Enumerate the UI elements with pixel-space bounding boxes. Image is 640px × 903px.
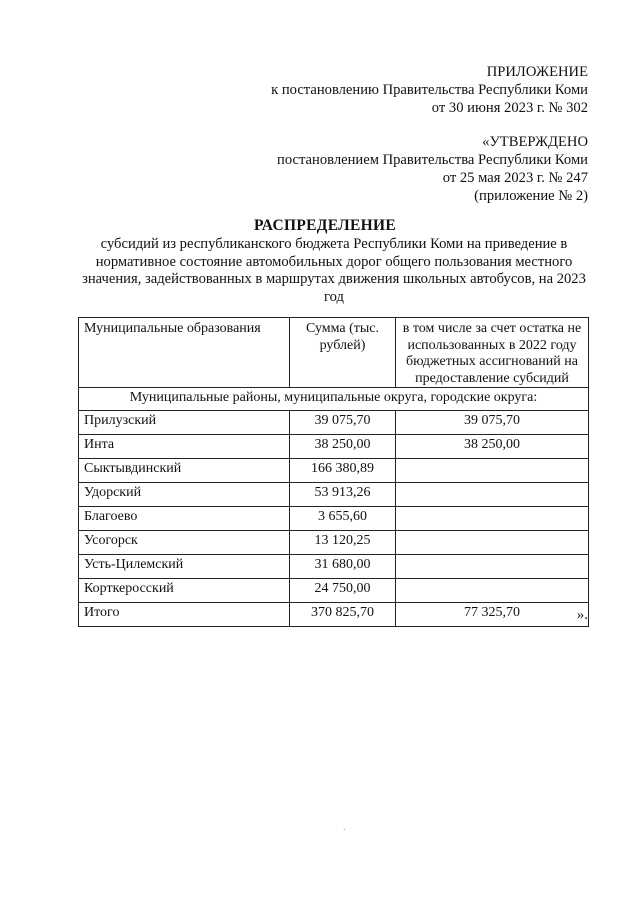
appendix-heading: ПРИЛОЖЕНИЕ — [486, 64, 588, 80]
document-title: РАСПРЕДЕЛЕНИЕ — [254, 217, 396, 234]
remainder-cell — [396, 483, 589, 507]
remainder-cell — [396, 555, 589, 579]
column-header-sum: Сумма (тыс. рублей) — [290, 318, 396, 388]
table-row — [79, 507, 589, 531]
remainder-cell: 39 075,70 — [396, 411, 589, 435]
section-label: Муниципальные районы, муниципальные округа, городские округа: — [79, 388, 589, 411]
table-row — [79, 411, 589, 435]
remainder-cell — [396, 459, 589, 483]
document-subtitle: субсидий из республиканского бюджета Республики Коми на приведение в нормативное состояние автомобильных дорог общего пользования местного значения, задействованных в маршрутах движения школьных автобусов, на 2023 год — [82, 236, 586, 305]
approved-line-2: от 25 мая 2023 г. № 247 — [442, 170, 588, 186]
municipality-cell: Благоево — [79, 507, 290, 531]
remainder-cell — [396, 531, 589, 555]
table-header-row — [79, 318, 589, 388]
table-row — [79, 531, 589, 555]
sum-cell: 3 655,60 — [290, 507, 396, 531]
column-header-remainder: в том числе за счет остатка не использованных в 2022 году бюджетных ассигнований на предоставление субсидий — [396, 318, 589, 388]
municipality-cell: Прилузский — [79, 411, 290, 435]
remainder-cell — [396, 579, 589, 603]
total-row — [79, 603, 589, 627]
sum-cell: 166 380,89 — [290, 459, 396, 483]
section-row — [79, 388, 589, 411]
total-sum: 370 825,70 — [290, 603, 396, 627]
sum-cell: 38 250,00 — [290, 435, 396, 459]
column-header-municipality: Муниципальные образования — [79, 318, 290, 388]
table-row — [79, 459, 589, 483]
table-row — [79, 555, 589, 579]
municipality-cell: Усть-Цилемский — [79, 555, 290, 579]
total-label: Итого — [79, 603, 290, 627]
sum-cell: 39 075,70 — [290, 411, 396, 435]
total-remainder: 77 325,70 — [396, 603, 589, 627]
approved-block — [168, 133, 588, 205]
approved-line-1: постановлением Правительства Республики Коми — [277, 152, 588, 168]
remainder-cell: 38 250,00 — [396, 435, 589, 459]
sum-cell: 31 680,00 — [290, 555, 396, 579]
municipality-cell: Сыктывдинский — [79, 459, 290, 483]
municipality-cell: Удорский — [79, 483, 290, 507]
scan-mark: . — [343, 822, 346, 833]
table-row — [79, 483, 589, 507]
appendix-block — [168, 63, 588, 117]
municipality-cell: Корткеросский — [79, 579, 290, 603]
remainder-cell — [396, 507, 589, 531]
sum-cell: 53 913,26 — [290, 483, 396, 507]
appendix-line-2: от 30 июня 2023 г. № 302 — [431, 100, 588, 116]
closing-quote: ». — [576, 607, 588, 623]
approved-heading: «УТВЕРЖДЕНО — [482, 134, 588, 150]
subsidy-table — [78, 317, 589, 627]
appendix-line-1: к постановлению Правительства Республики Коми — [271, 82, 588, 98]
municipality-cell: Инта — [79, 435, 290, 459]
table-row — [79, 435, 589, 459]
table-row — [79, 579, 589, 603]
municipality-cell: Усогорск — [79, 531, 290, 555]
sum-cell: 24 750,00 — [290, 579, 396, 603]
approved-line-3: (приложение № 2) — [474, 188, 588, 204]
sum-cell: 13 120,25 — [290, 531, 396, 555]
